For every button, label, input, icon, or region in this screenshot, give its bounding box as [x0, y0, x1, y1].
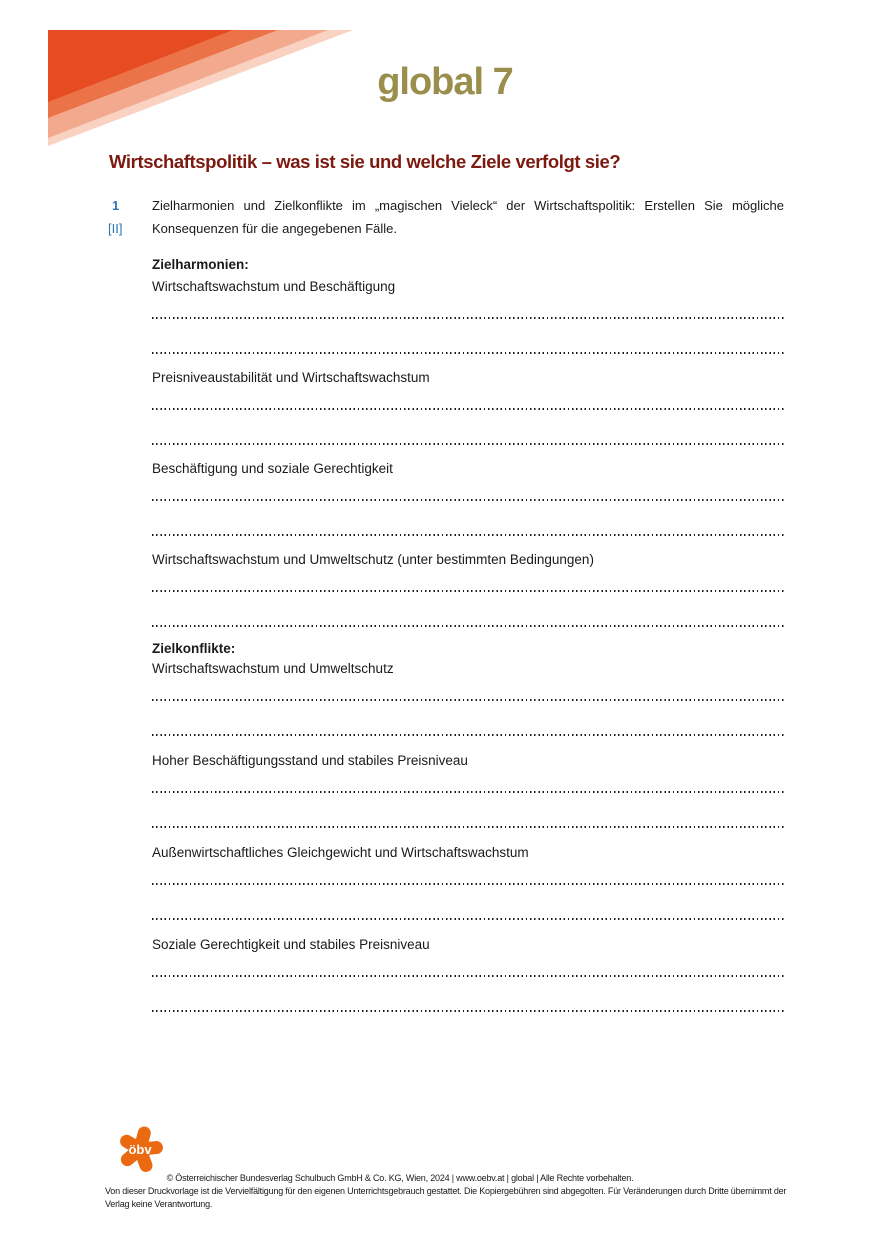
worksheet-body [152, 254, 784, 1026]
answer-dotted-line [152, 352, 784, 354]
answer-dotted-line [152, 699, 784, 701]
task-number: 1 [112, 198, 120, 213]
answer-prompt: Wirtschaftswachstum und Beschäftigung [152, 279, 396, 294]
answer-dotted-line [152, 918, 784, 920]
answer-dotted-line [152, 499, 784, 501]
footer-notice-line2: Verlag keine Verantwortung. [105, 1198, 213, 1209]
footer-copyright: © Österreichischer Bundesverlag Schulbuch GmbH & Co. KG, Wien, 2024 | www.oebv.at | global | Alle Rechte vorbehalten. [166, 1173, 634, 1183]
oebv-logo-text: öbv [128, 1142, 152, 1157]
answer-dotted-line [152, 317, 784, 319]
answer-block [152, 658, 784, 750]
answer-prompt: Hoher Beschäftigungsstand und stabiles Preisniveau [152, 753, 468, 768]
answer-dotted-line [152, 975, 784, 977]
answer-prompt: Außenwirtschaftliches Gleichgewicht und Wirtschaftswachstum [152, 845, 529, 860]
answer-block [152, 367, 784, 458]
footer-notice-line1: Von dieser Druckvorlage ist die Vervielfältigung für den eigenen Unterrichtsgebrauch gestattet. Die Kopiergebühren sind abgegolten. Für Veränderungen durch Dritte übernimmt der [105, 1186, 787, 1196]
book-title: global 7 [377, 61, 513, 103]
answer-dotted-line [152, 408, 784, 410]
answer-prompt: Wirtschaftswachstum und Umweltschutz (unter bestimmten Bedingungen) [152, 552, 594, 567]
answer-block [152, 276, 784, 367]
answer-block [152, 750, 784, 842]
answer-prompt: Preisniveaustabilität und Wirtschaftswachstum [152, 370, 430, 385]
task-instruction: Zielharmonien und Zielkonflikte im „magischen Vieleck“ der Wirtschaftspolitik: Erstellen Sie mögliche Konsequenzen für die angegebenen Fälle. [152, 198, 784, 236]
answer-block [152, 842, 784, 934]
section-heading: Zielkonflikte: [152, 641, 236, 656]
page-title: Wirtschaftspolitik – was ist sie und welche Ziele verfolgt sie? [109, 151, 621, 172]
answer-prompt: Wirtschaftswachstum und Umweltschutz [152, 661, 394, 676]
answer-dotted-line [152, 734, 784, 736]
task-marker-column [108, 195, 152, 240]
answer-dotted-line [152, 590, 784, 592]
answer-dotted-line [152, 826, 784, 828]
task-competence-level: [II] [108, 220, 123, 236]
answer-block [152, 934, 784, 1026]
answer-dotted-line [152, 1010, 784, 1012]
answer-dotted-line [152, 625, 784, 627]
answer-dotted-line [152, 534, 784, 536]
section-heading: Zielharmonien: [152, 257, 249, 272]
answer-prompt: Beschäftigung und soziale Gerechtigkeit [152, 461, 393, 476]
answer-dotted-line [152, 791, 784, 793]
oebv-logo [115, 1126, 167, 1174]
answer-dotted-line [152, 443, 784, 445]
answer-dotted-line [152, 883, 784, 885]
answer-block [152, 458, 784, 549]
answer-block [152, 549, 784, 640]
answer-prompt: Soziale Gerechtigkeit und stabiles Preisniveau [152, 937, 430, 952]
